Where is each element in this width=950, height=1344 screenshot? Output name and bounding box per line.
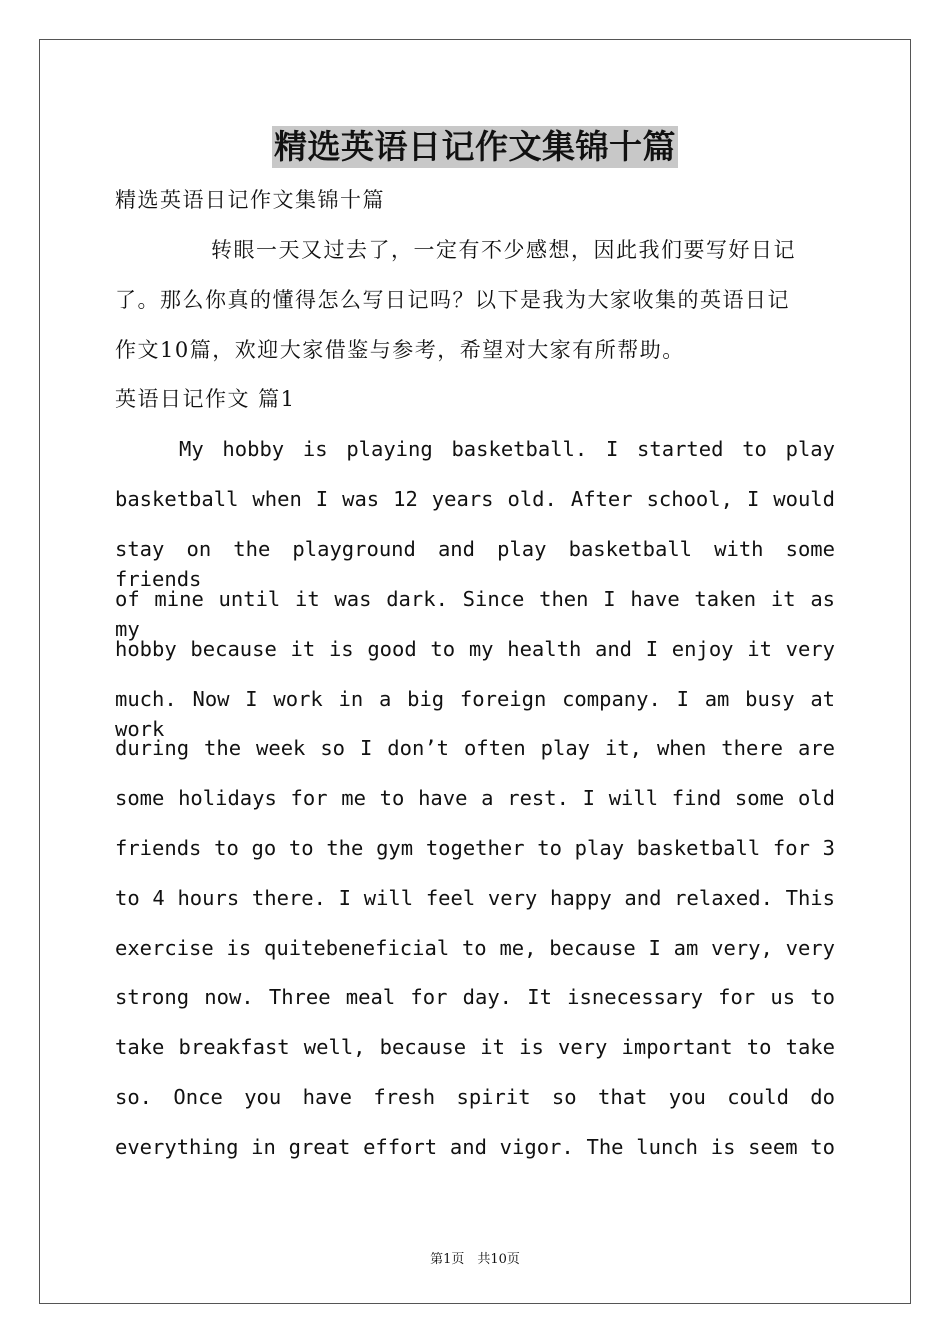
section-heading: 英语日记作文 篇1	[115, 387, 296, 411]
title-container	[0, 126, 950, 168]
essay-line: to 4 hours there. I will feel very happy and relaxed. This	[115, 886, 835, 910]
document-title: 精选英语日记作文集锦十篇	[274, 127, 676, 166]
essay-line: some holidays for me to have a rest. I will find some old	[115, 786, 835, 810]
essay-line: basketball when I was 12 years old. After school, I would	[115, 487, 835, 511]
essay-line: everything in great effort and vigor. The lunch is seem to	[115, 1135, 835, 1159]
intro-line-2: 了。那么你真的懂得怎么写日记吗？以下是我为大家收集的英语日记	[115, 288, 790, 312]
page-number: 第1页 共10页	[430, 1252, 520, 1267]
essay-line: exercise is quitebeneficial to me, because I am very, very	[115, 936, 835, 960]
essay-line: much. Now I work in a big foreign company. I am busy at work	[115, 687, 835, 741]
essay-line: take breakfast well, because it is very important to take	[115, 1035, 835, 1059]
page-border	[39, 39, 911, 1304]
essay-line: during the week so I don’t often play it, when there are	[115, 736, 835, 760]
subtitle: 精选英语日记作文集锦十篇	[115, 188, 385, 212]
essay-line: so. Once you have fresh spirit so that you could do	[115, 1085, 835, 1109]
intro-line-3: 作文10篇，欢迎大家借鉴与参考，希望对大家有所帮助。	[115, 338, 685, 362]
essay-line: My hobby is playing basketball. I started to play	[179, 437, 835, 461]
essay-line: of mine until it was dark. Since then I have taken it as my	[115, 587, 835, 641]
essay-line: hobby because it is good to my health and I enjoy it very	[115, 637, 835, 661]
essay-line: friends to go to the gym together to play basketball for 3	[115, 836, 835, 860]
essay-line: stay on the playground and play basketball with some friends	[115, 537, 835, 591]
essay-line: strong now. Three meal for day. It isnecessary for us to	[115, 985, 835, 1009]
intro-line-1: 转眼一天又过去了，一定有不少感想，因此我们要写好日记	[211, 238, 796, 262]
